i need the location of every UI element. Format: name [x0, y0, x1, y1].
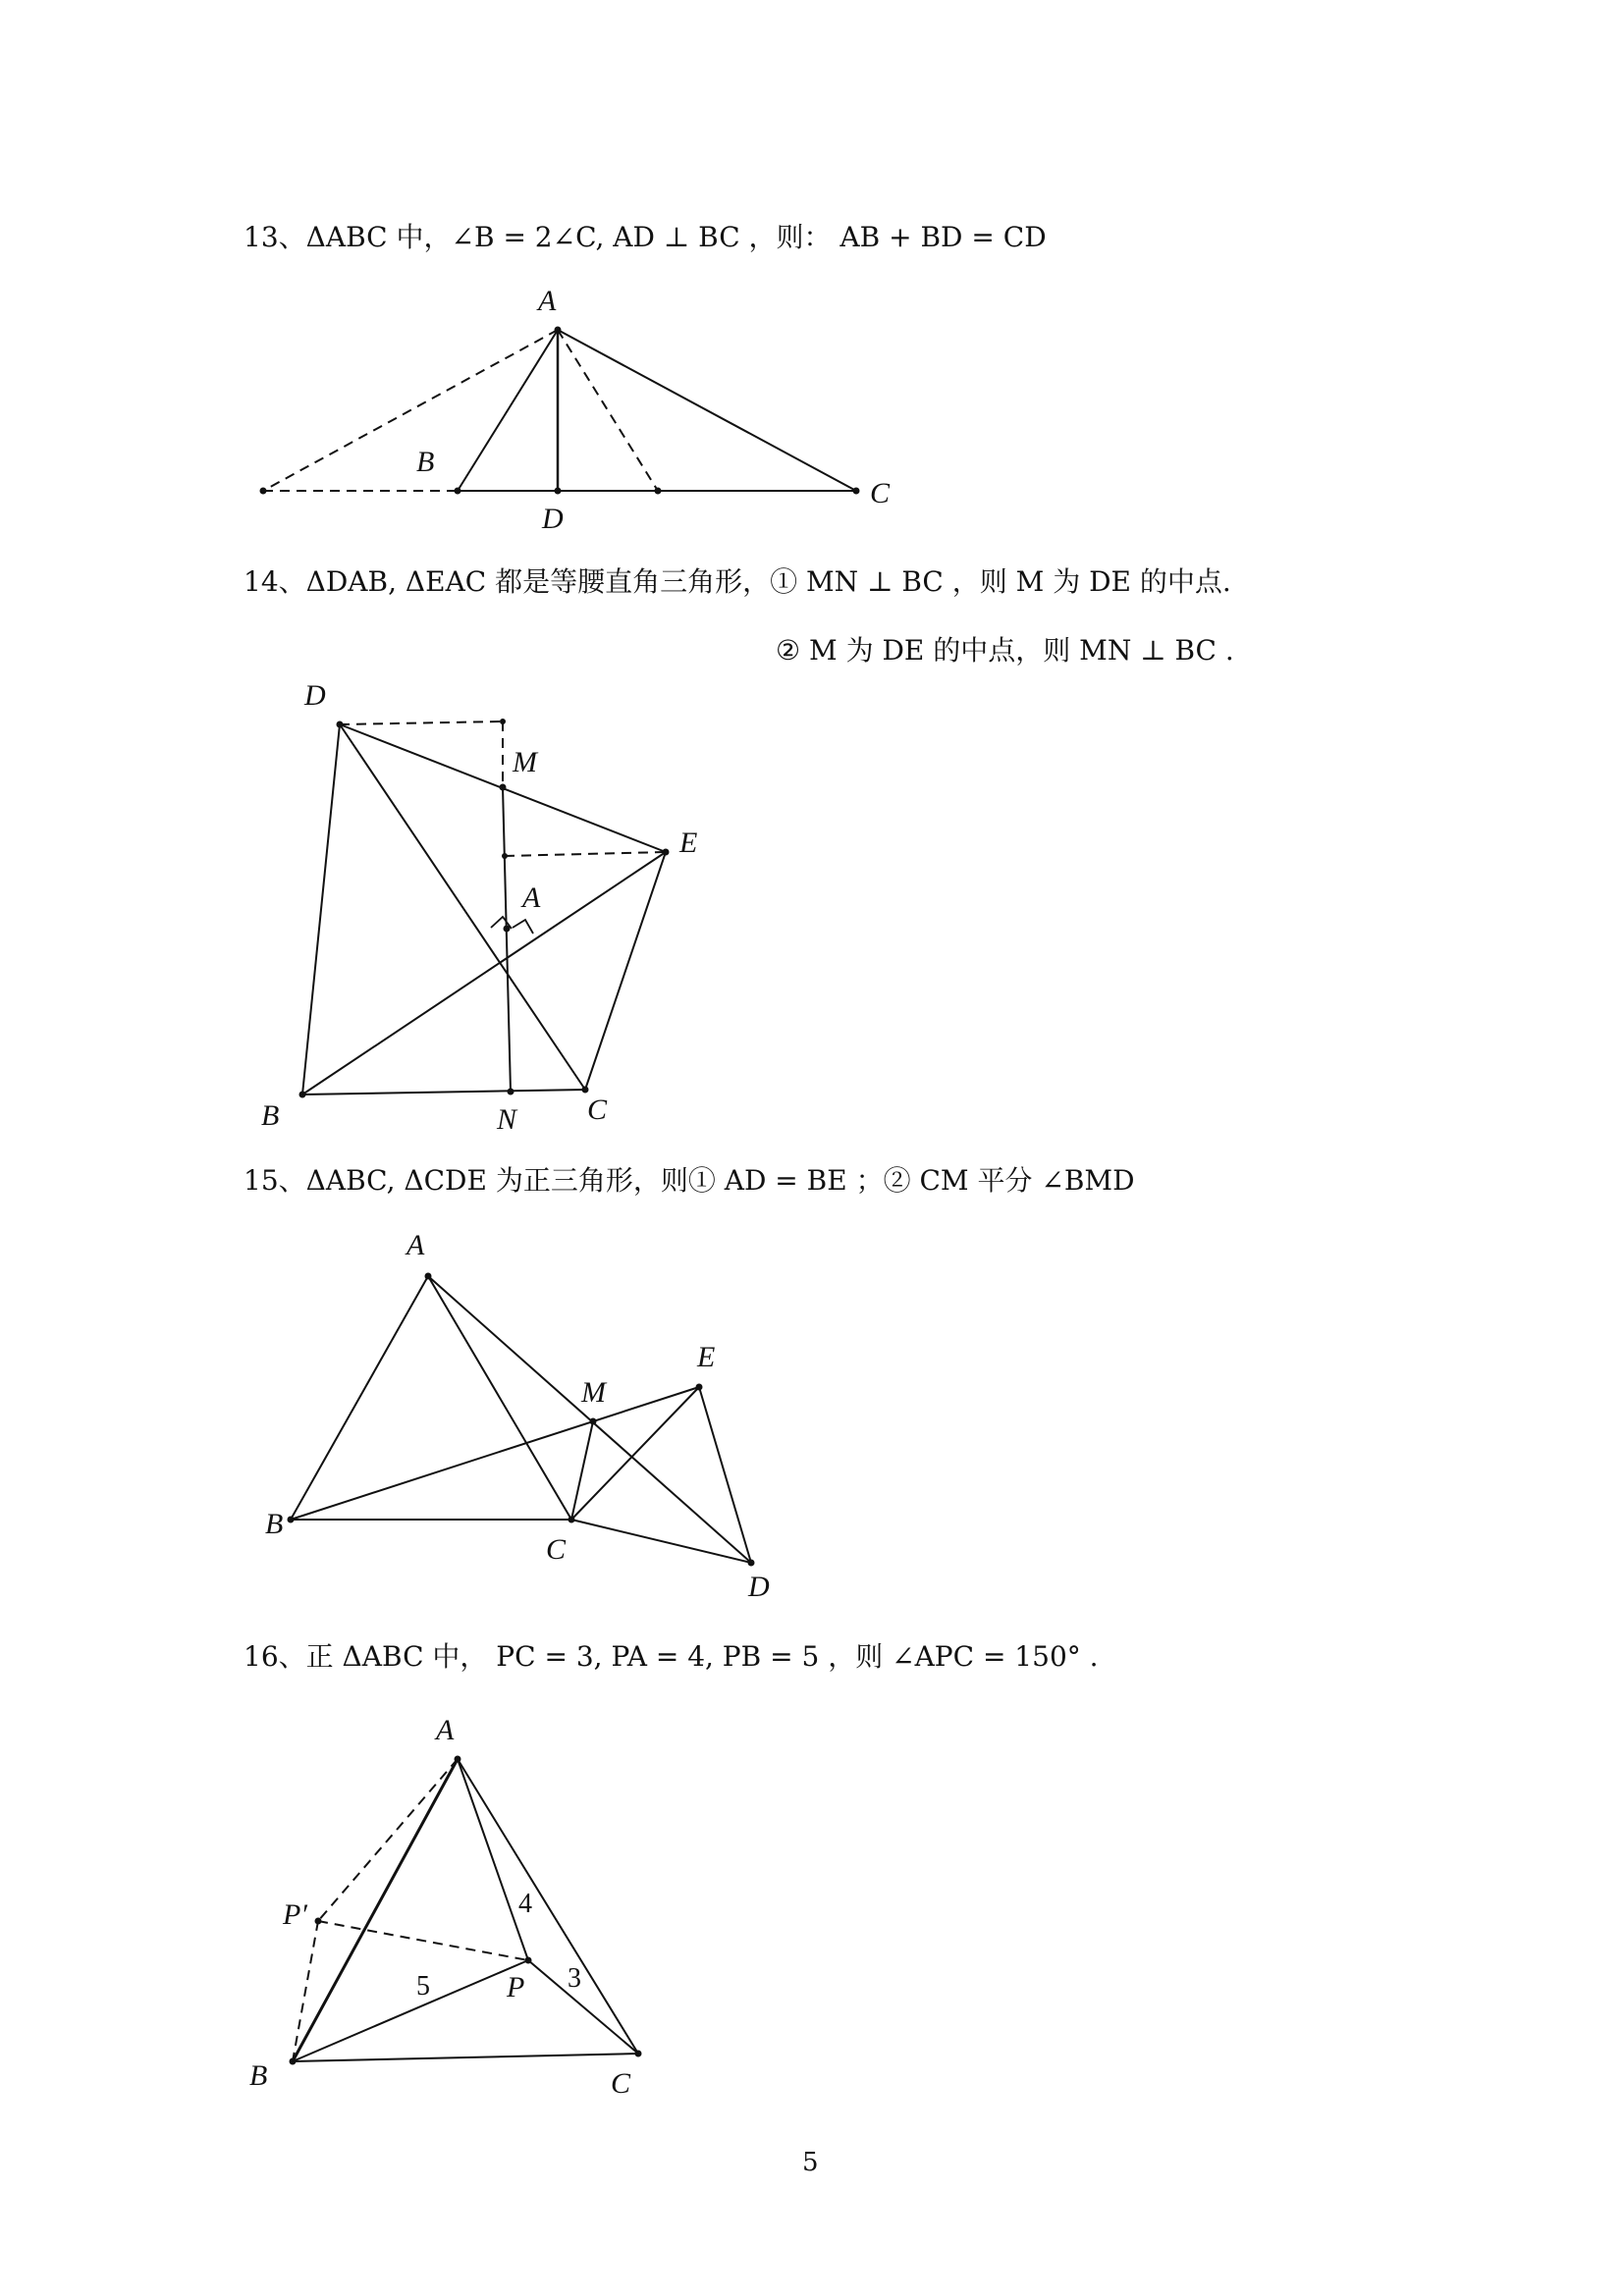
fig16-dashed-AP1: [318, 1759, 458, 1921]
fig15-dot-B: [288, 1517, 295, 1523]
fig13-dashed-right: [558, 330, 658, 491]
fig13-label-C: C: [870, 477, 891, 509]
fig16-dot-B: [290, 2058, 297, 2065]
fig16-label-A: A: [436, 1714, 455, 1746]
fig15-dot-A: [425, 1273, 432, 1280]
fig15-dot-M: [590, 1418, 597, 1425]
fig16-side-BC: [293, 2054, 638, 2061]
fig14-line-BE: [302, 852, 666, 1095]
fig15-line-CM: [571, 1421, 593, 1520]
fig15-side-CD: [571, 1520, 751, 1563]
fig16-dot-P: [525, 1957, 532, 1964]
fig15-dot-E: [696, 1384, 703, 1391]
fig14-dot-A: [504, 926, 511, 933]
fig14-label-B: B: [261, 1099, 280, 1132]
fig14-right-angle-right: [513, 920, 533, 934]
fig14-dot-M: [500, 784, 507, 791]
fig16-segment-PC: [528, 1960, 638, 2054]
fig13-dot-D: [555, 488, 562, 495]
fig14-label-D: D: [304, 679, 326, 712]
fig14-dot-corner: [500, 719, 506, 724]
fig13-side-AC: [558, 330, 856, 491]
problem-16-text: 正 ΔABC 中， PC = 3, PA = 4, PB = 5 ，则 ∠APC = 150° .: [305, 1640, 1099, 1673]
fig14-side-EC: [585, 852, 666, 1090]
problem-13-text: ΔABC 中，∠B = 2∠C, AD ⊥ BC ，则： AB + BD = CD: [305, 221, 1047, 253]
fig13-dot-right: [655, 488, 662, 495]
fig13-dot-A: [555, 327, 562, 334]
problem-13-number: 13、: [244, 221, 306, 253]
fig13-dot-C: [853, 488, 860, 495]
fig13-dot-B: [455, 488, 461, 495]
fig14-dot-B: [299, 1092, 306, 1098]
fig13-label-A: A: [538, 285, 557, 317]
fig15-label-M: M: [581, 1376, 606, 1409]
fig16-dot-P1: [315, 1918, 322, 1925]
fig14-label-A: A: [522, 881, 541, 914]
fig16-label-C: C: [611, 2067, 631, 2100]
fig15-label-A: A: [406, 1229, 425, 1261]
fig13-label-D: D: [542, 503, 564, 535]
fig13-dot-left: [260, 488, 267, 495]
fig16-side-AB: [293, 1759, 458, 2061]
problem-14-number: 14、: [244, 565, 306, 598]
fig15-side-AC: [428, 1276, 571, 1520]
problem-14-text: ΔDAB, ΔEAC 都是等腰直角三角形，① MN ⊥ BC ，则 M 为 DE 的中点.: [305, 565, 1231, 598]
fig14-side-BC: [302, 1090, 585, 1095]
vertex-dots: [260, 327, 860, 2065]
problem-16-number: 16、: [244, 1640, 306, 1673]
fig14-dashed-top: [340, 721, 503, 724]
fig14-dot-foot: [502, 853, 508, 859]
fig14-label-N: N: [497, 1103, 517, 1136]
fig16-length-PB: 5: [416, 1971, 430, 2002]
fig16-label-B: B: [249, 2059, 268, 2092]
figure-13: [263, 330, 856, 491]
fig14-label-E: E: [679, 827, 698, 859]
fig14-line-DC: [340, 724, 585, 1090]
fig15-side-AB: [291, 1276, 428, 1520]
fig15-line-BE: [291, 1387, 699, 1520]
fig16-length-PC: 3: [568, 1963, 581, 1994]
fig15-label-E: E: [697, 1341, 716, 1373]
figure-16: [293, 1759, 638, 2061]
fig14-label-M: M: [513, 746, 537, 778]
figure-14: [302, 721, 666, 1095]
fig13-dashed-left: [263, 330, 558, 491]
problem-14-text-2: ② M 为 DE 的中点，则 MN ⊥ BC .: [776, 634, 1234, 667]
fig16-side-AC: [458, 1759, 638, 2054]
figure-15: [291, 1276, 751, 1563]
fig16-segment-PA: [458, 1759, 528, 1960]
fig13-side-AB: [458, 330, 558, 491]
fig14-dot-C: [582, 1087, 589, 1094]
fig14-dot-D: [337, 721, 344, 728]
fig16-length-PA: 4: [518, 1889, 532, 1919]
fig15-dot-C: [568, 1517, 575, 1523]
fig15-label-C: C: [546, 1533, 567, 1566]
fig15-label-B: B: [265, 1508, 284, 1540]
fig15-dot-D: [748, 1560, 755, 1567]
fig14-side-DB: [302, 724, 340, 1095]
fig16-dot-A: [455, 1756, 461, 1763]
fig14-line-MN: [503, 787, 511, 1092]
fig14-dot-N: [508, 1089, 514, 1095]
fig14-dot-E: [663, 849, 670, 856]
fig14-dashed-horizontal: [505, 852, 666, 856]
fig15-label-D: D: [748, 1571, 770, 1603]
fig14-label-C: C: [587, 1094, 608, 1126]
fig13-label-B: B: [416, 446, 435, 478]
fig16-label-P: P: [507, 1971, 525, 2003]
page-number: 5: [802, 2148, 819, 2177]
fig15-side-ED: [699, 1387, 751, 1563]
fig16-segment-PB: [293, 1960, 528, 2061]
fig16-dot-C: [635, 2051, 642, 2057]
problem-15-text: ΔABC, ΔCDE 为正三角形，则① AD = BE ；② CM 平分 ∠BMD: [305, 1164, 1135, 1197]
problem-15-number: 15、: [244, 1164, 306, 1197]
fig16-label-P-prime: P′: [283, 1898, 307, 1931]
